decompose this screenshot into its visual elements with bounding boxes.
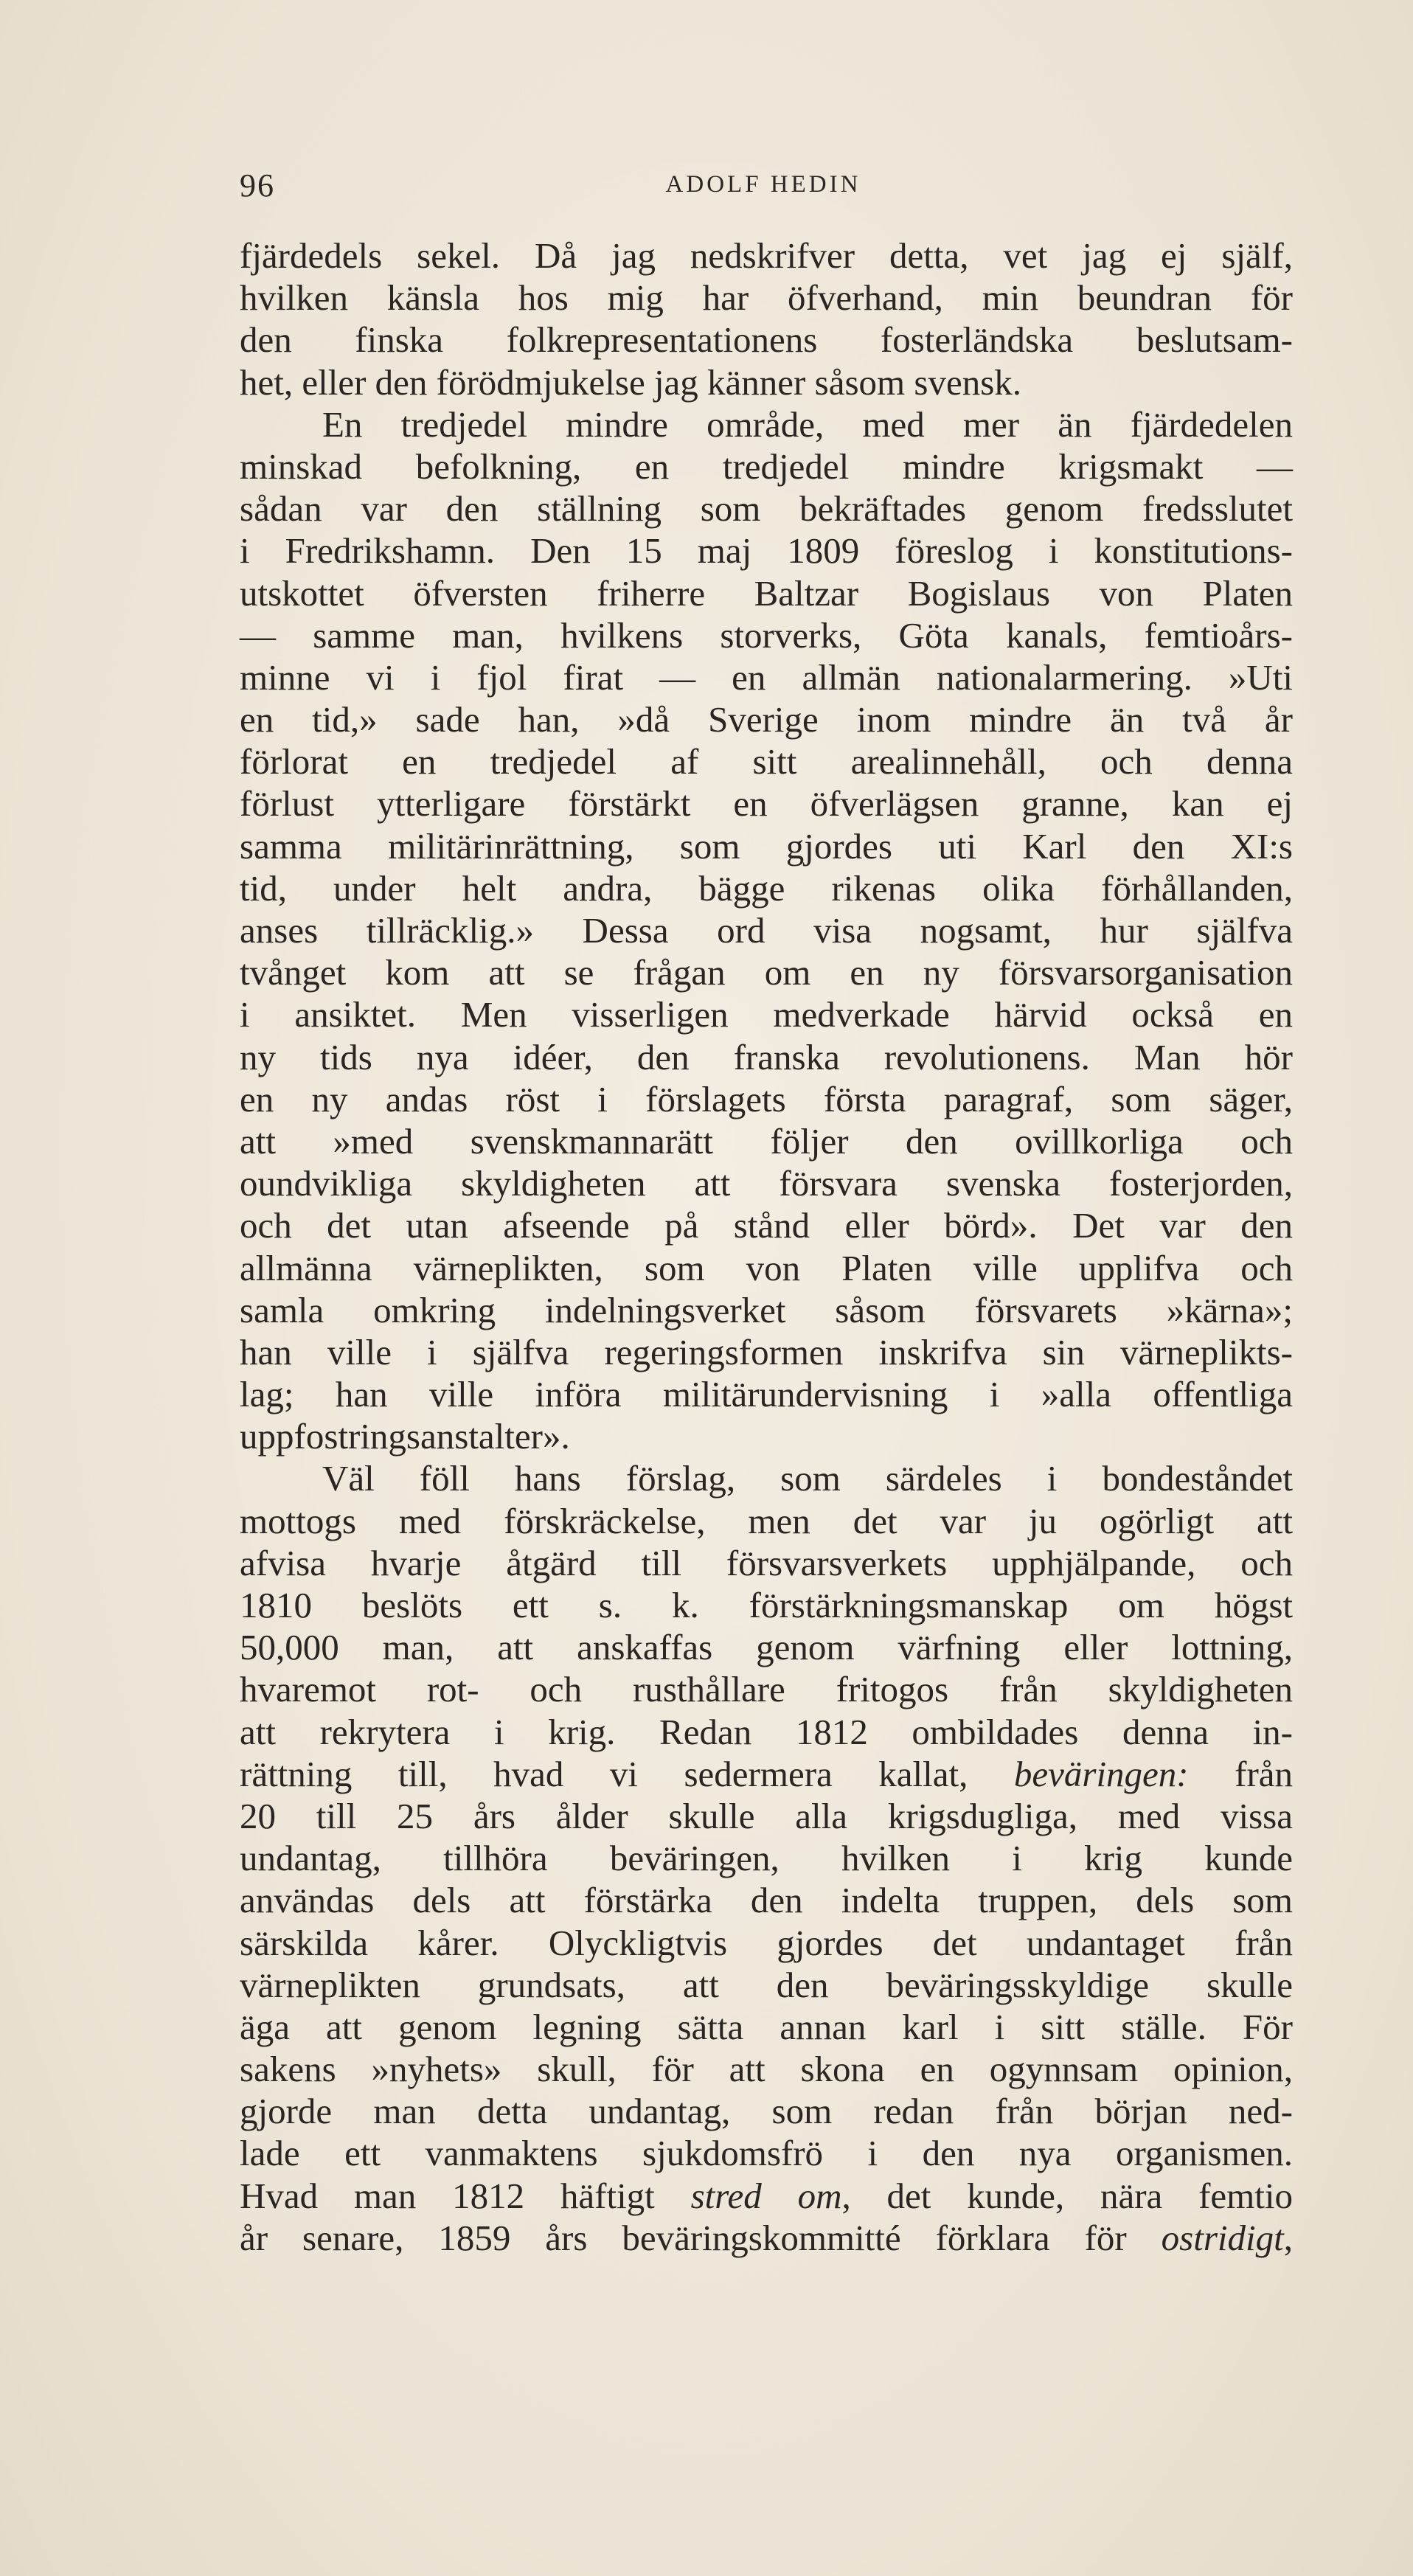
- text-line: samla omkring indelningsverket såsom försvarets »kärna»;: [240, 1289, 1293, 1330]
- text-line: minne vi i fjol firat — en allmän nationalarmering. »Uti: [240, 656, 1293, 698]
- text-line: uppfostringsanstalter».: [240, 1416, 570, 1457]
- text-line: minskad befolkning, en tredjedel mindre krigsmakt —: [240, 445, 1293, 487]
- text-line: Väl föll hans förslag, som särdeles i bondeståndet: [322, 1458, 1293, 1499]
- page-header: [240, 167, 1287, 211]
- text-line: allmänna värneplikten, som von Platen ville upplifva och: [240, 1247, 1293, 1288]
- text-line: särskilda kårer. Olyckligtvis gjordes det undantaget från: [240, 1922, 1293, 1963]
- text-segment: rättning till, hvad vi sedermera kallat,: [240, 1753, 1014, 1794]
- text-line: [240, 1753, 1293, 1795]
- text-line: sådan var den ställning som bekräftades genom fredsslutet: [240, 488, 1293, 530]
- text-line: förlust ytterligare förstärkt en öfverlägsen granne, kan ej: [240, 783, 1293, 824]
- text-line: fjärdedels sekel. Då jag nedskrifver detta, vet jag ej själf,: [240, 235, 1293, 276]
- text-line: att »med svenskmannarätt följer den ovillkorliga och: [240, 1120, 1293, 1162]
- text-line: [240, 2217, 1293, 2259]
- text-line: värneplikten grundsats, att den beväringsskyldige skulle: [240, 1964, 1293, 2005]
- text-line: hvilken känsla hos mig har öfverhand, min beundran för: [240, 277, 1293, 319]
- text-line: 1810 beslöts ett s. k. förstärkningsmanskap om högst: [240, 1585, 1293, 1625]
- text-line: [240, 2175, 1293, 2217]
- body-text: [240, 235, 1293, 2259]
- text-line: En tredjedel mindre område, med mer än fjärdedelen: [322, 403, 1293, 445]
- text-line: i ansiktet. Men visserligen medverkade härvid också en: [240, 994, 1293, 1035]
- text-line: tvånget kom att se frågan om en ny försvarsorganisation: [240, 952, 1293, 993]
- text-line: samma militärinrättning, som gjordes uti Karl den XI:s: [240, 825, 1293, 867]
- running-head: ADOLF HEDIN: [665, 171, 861, 198]
- italic-term: ostridigt: [1161, 2217, 1284, 2258]
- text-line: en ny andas röst i förslagets första paragraf, som säger,: [240, 1078, 1293, 1119]
- italic-term: stred om: [690, 2175, 842, 2216]
- text-line: afvisa hvarje åtgärd till försvarsverkets upphjälpande, och: [240, 1542, 1293, 1583]
- text-line: han ville i själfva regeringsformen inskrifva sin värneplikts-: [240, 1331, 1293, 1372]
- text-segment: Hvad man 1812 häftigt: [240, 2175, 691, 2216]
- text-line: gjorde man detta undantag, som redan från början ned-: [240, 2091, 1293, 2132]
- text-line: oundvikliga skyldigheten att försvara svenska fosterjorden,: [240, 1163, 1293, 1204]
- text-line: lag; han ville införa militärundervisning i »alla offentliga: [240, 1374, 1293, 1415]
- text-segment: från: [1188, 1753, 1294, 1794]
- text-line: het, eller den förödmjukelse jag känner såsom svensk.: [240, 361, 1022, 403]
- text-line: och det utan afseende på stånd eller börd». Det var den: [240, 1205, 1293, 1246]
- text-line: sakens »nyhets» skull, för att skona en ogynnsam opinion,: [240, 2049, 1293, 2090]
- text-line: den finska folkrepresentationens fosterländska beslutsam-: [240, 319, 1293, 361]
- text-segment: år senare, 1859 års beväringskommitté förklara för: [240, 2217, 1162, 2258]
- italic-term: beväringen:: [1013, 1753, 1189, 1794]
- text-line: ny tids nya idéer, den franska revolutionens. Man hör: [240, 1036, 1293, 1077]
- text-line: användas dels att förstärka den indelta truppen, dels som: [240, 1880, 1293, 1921]
- page-number: 96: [240, 167, 275, 204]
- text-line: undantag, tillhöra beväringen, hvilken i krig kunde: [240, 1838, 1293, 1879]
- text-line: att rekrytera i krig. Redan 1812 ombildades denna in-: [240, 1711, 1293, 1752]
- text-line: i Fredrikshamn. Den 15 maj 1809 föreslog i konstitutions-: [240, 530, 1293, 572]
- text-segment: , det kunde, nära femtio: [841, 2175, 1293, 2216]
- text-line: lade ett vanmaktens sjukdomsfrö i den nya organismen.: [240, 2133, 1293, 2174]
- text-line: 20 till 25 års ålder skulle alla krigsdugliga, med vissa: [240, 1795, 1293, 1836]
- text-line: utskottet öfversten friherre Baltzar Bogislaus von Platen: [240, 572, 1293, 614]
- text-line: en tid,» sade han, »då Sverige inom mindre än två år: [240, 699, 1293, 740]
- text-line: äga att genom legning sätta annan karl i sitt ställe. För: [240, 2006, 1293, 2047]
- text-line: 50,000 man, att anskaffas genom värfning eller lottning,: [240, 1627, 1293, 1668]
- text-line: mottogs med förskräckelse, men det var ju ogörligt att: [240, 1500, 1293, 1541]
- text-line: tid, under helt andra, bägge rikenas olika förhållanden,: [240, 867, 1293, 909]
- text-line: hvaremot rot- och rusthållare fritogos från skyldigheten: [240, 1669, 1293, 1710]
- text-line: anses tillräcklig.» Dessa ord visa nogsamt, hur själfva: [240, 910, 1293, 951]
- text-segment: ,: [1283, 2217, 1293, 2258]
- text-line: — samme man, hvilkens storverks, Göta kanals, femtioårs-: [240, 614, 1293, 656]
- text-line: förlorat en tredjedel af sitt arealinnehåll, och denna: [240, 741, 1293, 782]
